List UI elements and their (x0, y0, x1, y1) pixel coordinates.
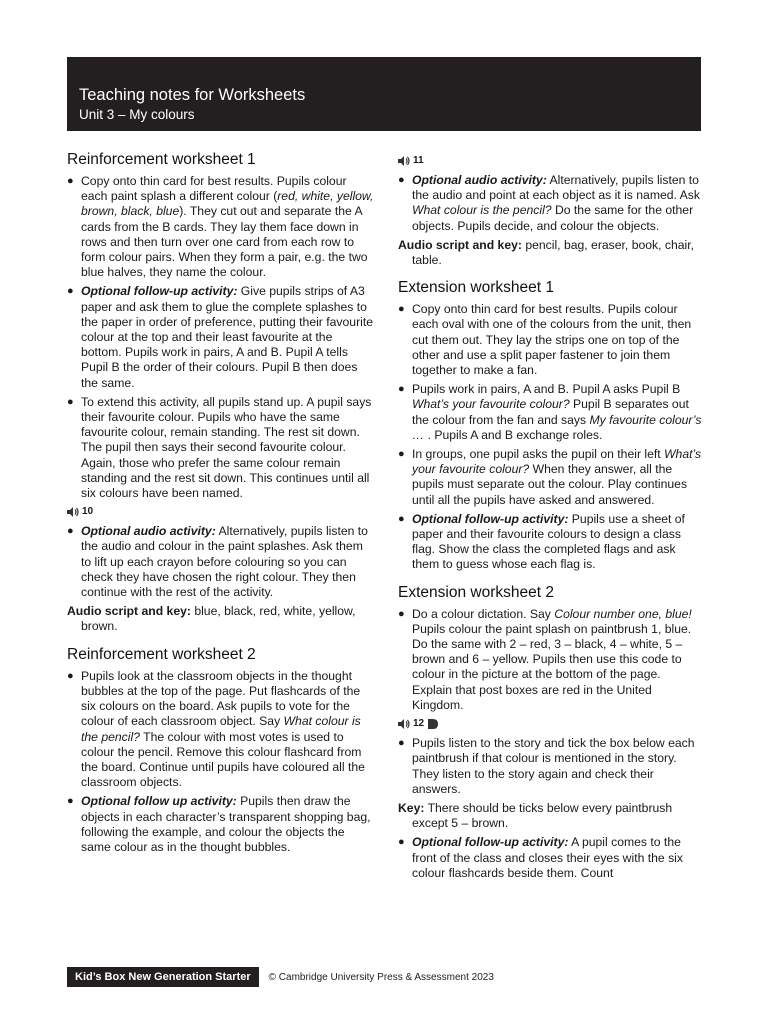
copyright-text: © Cambridge University Press & Assessment 2023 (268, 971, 494, 983)
heading-reinforcement-2: Reinforcement worksheet 2 (67, 645, 256, 663)
left-column (67, 150, 374, 859)
bullet-icon: ● (398, 448, 405, 461)
list-item: ● Optional follow-up activity: Give pupils strips of A3 paper and ask them to glue the complete splashes to the paper in order of preference, putting their favourite colour at the top and their least favourite at the bottom. Pupils work in pairs, A and B. Pupil A tells Pupil B the order of their colours. Pupil B then does the same. (67, 284, 374, 390)
list-item: ● In groups, one pupil asks the pupil on their left What’s your favourite colour? When they answer, all the pupils must separate out the colour. Play continues until all the pupils have asked and answered. (398, 447, 702, 507)
heading-extension-1: Extension worksheet 1 (398, 279, 554, 297)
page-footer (67, 967, 494, 987)
list-item: ● Copy onto thin card for best results. Pupils colour each oval with one of the colours from the unit, then cut them out. They lay the strips one on top of the other and use a split paper fastener to join them together to make a fan. (398, 302, 692, 378)
list-item: ● Optional audio activity: Alternatively, pupils listen to the audio and point at each object as it is named. Ask What colour is the pencil? Do the same for the other objects. Pupils decide, and colour the objects. (398, 173, 700, 233)
bullet-icon: ● (67, 395, 74, 408)
list-item: ● Optional follow-up activity: Pupils use a sheet of paper and their favourite colours to design a class flag. Show the class the completed flags and ask them to guess whose each flag is. (398, 511, 685, 572)
heading-extension-2: Extension worksheet 2 (398, 583, 554, 601)
answer-key: Key: There should be ticks below every paintbrush except 5 – brown. (398, 800, 673, 831)
header-title: Teaching notes for Worksheets (79, 86, 306, 104)
right-column (398, 150, 703, 885)
brand-label: Kid’s Box New Generation Starter (67, 967, 259, 987)
bullet-icon: ● (398, 512, 405, 525)
bullet-icon: ● (67, 175, 74, 187)
header-subtitle: Unit 3 – My colours (79, 107, 195, 122)
bullet-icon: ● (67, 795, 74, 808)
track-number: 10 (82, 506, 94, 518)
bullet-icon: ● (398, 303, 405, 316)
bullet-icon: ● (398, 174, 405, 186)
bullet-icon: ● (398, 607, 405, 620)
bullet-icon: ● (398, 383, 405, 396)
bullet-icon: ● (398, 737, 405, 750)
list-item: ● Pupils work in pairs, A and B. Pupil A asks Pupil B What’s your favourite colour? Pupil B separates out the colour from the fan and says My favourite colour’s … . Pupils A and B exchange roles. (398, 382, 702, 442)
audio-script-key: Audio script and key: blue, black, red, white, yellow, brown. (67, 604, 356, 634)
list-item: ● Optional follow-up activity: A pupil comes to the front of the class and closes their eyes with the six colour flashcards beside them. Count (398, 835, 683, 880)
speaker-icon (67, 507, 79, 517)
video-play-icon (427, 719, 439, 729)
audio-script-key: Audio script and key: pencil, bag, eraser, book, chair, table. (398, 237, 695, 268)
speaker-icon (398, 156, 410, 166)
bullet-icon: ● (398, 836, 405, 849)
audio-track-12[interactable] (398, 717, 703, 730)
heading-reinforcement-1: Reinforcement worksheet 1 (67, 151, 256, 168)
track-number: 11 (413, 155, 424, 166)
track-number: 12 (413, 718, 425, 730)
list-item: ● Optional audio activity: Alternatively, pupils listen to the audio and colour in the paint splashes. Ask them to lift up each crayon before colouring so you can check they have chosen the right colour. They then continue with the rest of the activity. (67, 524, 368, 600)
list-item: ● Copy onto thin card for best results. Pupils colour each paint splash a different colour (red, white, yellow, brown, black, blue). They cut out and separate the A cards from the B cards. They lay them face down in rows and then turn over one card from each row to form colour pairs. When they form a pair, e.g. the two blue halves, they name the colour. (67, 174, 374, 280)
list-item: ● To extend this activity, all pupils stand up. A pupil says their favourite colour. Pupils who have the same favourite colour, remain standing. The rest sit down. The pupil then says their second favourite colour. Again, those who prefer the same colour remain standing and the rest sit down. This continues until all six colours have been named. (67, 394, 372, 501)
audio-track-10[interactable] (67, 505, 374, 518)
speaker-icon (398, 719, 410, 729)
audio-track-11[interactable] (398, 154, 703, 167)
list-item: ● Do a colour dictation. Say Colour number one, blue! Pupils colour the paint splash on paintbrush 1, blue. Do the same with 2 – red, 3 – black, 4 – white, 5 – brown and 6 – yellow. Pupils then use this code to colour in the picture at the bottom of the page. Explain that post boxes are red in the United Kingdom. (398, 606, 692, 712)
list-item: ● Pupils listen to the story and tick the box below each paintbrush if that colour is mentioned in the story. They listen to the story again and check their answers. (398, 736, 695, 796)
list-item: ● Pupils look at the classroom objects in the thought bubbles at the top of the page. Put flashcards of the six colours on the board. Ask pupils to vote for the colour of each classroom object. Say What colour is the pencil? The colour with most votes is used to colour the pencil. Remove this colour flashcard from the board. Continue until pupils have coloured all the classroom objects. (67, 668, 365, 790)
bullet-icon: ● (67, 669, 74, 682)
bullet-icon: ● (67, 525, 74, 538)
bullet-icon: ● (67, 285, 74, 298)
list-item: ● Optional follow up activity: Pupils then draw the objects in each character’s transparent shopping bag, following the example, and colour the objects the same colour as in the thought bubbles. (67, 794, 371, 854)
page-header (67, 57, 701, 131)
